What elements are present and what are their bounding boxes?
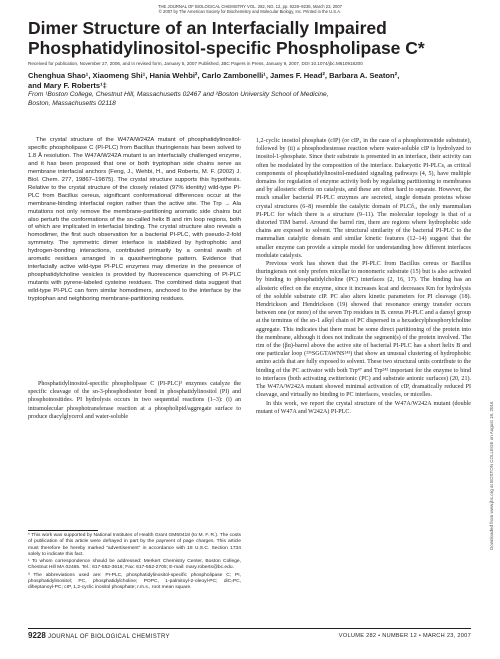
received-dates: Received for publication, November 27, 2006, and in revised form, January 5, 2007 Published, JBC Papers in Press, January 9, 2007, DOI 10.1074/jbc.M610918200 (28, 61, 363, 66)
footnote-abbreviations: ³ The abbreviations used are: PI-PLC, phosphatidylinositol-specific phospholipase C; PI, phosphatidylinositol; PC, phosphatidylcholine; POPC, 1-palmitoyl-2-oleoyl-PC; diC₇PC, diheptanoyl-PC; cIP, 1,2-cyclic inositol phosphate; r.m.s., root mean square. (28, 572, 241, 591)
header-copyright: © 2007 by The American Society for Biochemistry and Molecular Biology, Inc. Printed in the U.S.A. (158, 9, 342, 15)
header-citation: THE JOURNAL OF BIOLOGICAL CHEMISTRY VOL. 282, NO. 12, pp. 9228–9235, March 23, 2007 (157, 4, 343, 9)
page-number: 9228 (28, 631, 46, 640)
author-line-1: Chenghua Shao¹, Xiaomeng Shi¹, Hania Wehbi², Carlo Zambonelli¹, James F. Head², Barbara A. Seaton², (28, 71, 400, 80)
author-list (28, 71, 468, 90)
affiliation-line-2: Boston, Massachusetts 02118 (28, 99, 116, 107)
abstract (28, 137, 241, 304)
footnotes (28, 533, 241, 593)
footer-rule (28, 628, 471, 629)
title-line-2: Phosphatidylinositol-specific Phospholipase C* (28, 38, 425, 58)
download-watermark: Downloaded from www.jbc.org at BOSTON COLLEGE on August 18, 2016 (489, 401, 494, 550)
right-column (256, 137, 471, 416)
right-paragraph-2: Previous work has shown that the PI-PLC from Bacillus cereus or Bacillus thuringiensis not only prefers micellar to monomeric substrate (15) but is also activated by binding to phosphatidylcholine (PC) interfaces (2, 16, 17). The binding has an allosteric effect on the enzyme, since it increases kcat and decreases Km for hydrolysis of the soluble substrate cIP. PC also alters kinetic parameters for PI cleavage (18). Hendrickson and Hendrickson (19) showed that resonance energy transfer occurs between one (or more) of the seven Trp residues in B. cereus PI-PLC and a dansyl group at the terminus of the sn-1 alkyl chain of PC dispersed in a hexadecylphosphorylcholine aggregate. This indicates that there must be some direct partitioning of the protein into the membrane, although it does not indicate the segment(s) of the protein involved. The rim of the (βα)-barrel above the active site of bacterial PI-PLC has a short helix B and one particular loop (²³⁶SGGTAWNS²⁴³) that show an unusual clustering of hydrophobic amino acids that are fully exposed to solvent. These two structural units contribute to the binding of the PC activator with both Trp⁴⁷ and Trp²⁴² important for the enzyme to bind to interfaces (both activating zwitterionic (PC) and substrate anionic surfaces) (20, 21). The W47A/W242A mutant showed minimal activation of cIP, dramatically reduced PI cleavage, and virtually no binding to PC interfaces, vesicles, or micelles. (256, 261, 471, 399)
footnote-rule (28, 530, 98, 531)
introduction (28, 380, 241, 421)
author-line-2: and Mary F. Roberts¹‡ (28, 80, 107, 90)
journal-header (0, 4, 500, 15)
right-paragraph-3: In this work, we report the crystal structure of the W47A/W242A mutant (double mutant of W47A and W242A) PI-PLC. (256, 400, 471, 415)
abstract-paragraph: The crystal structure of the W47A/W242A mutant of phosphatidylinositol-specific phospholipase C (PI-PLC) from Bacillus thuringiensis has been solved to 1.8 Å resolution. The W47A/W242A mutant is an interfacially challenged enzyme, and it has been proposed that one or both tryptophan side chains serve as membrane interfacial anchors (Feng, J., Wehbi, H., and Roberts, M. F. (2002) J. Biol. Chem. 277, 19867–19875). The crystal structure supports this hypothesis. Relative to the crystal structure of the closely related (97% identity) wild-type PI-PLC from Bacillus cereus, significant conformational differences occur at the membrane-binding interfacial region rather than the active site. The Trp → Ala mutations not only remove the membrane-partitioning aromatic side chains but also perturb the conformations of the so-called helix B and rim loop regions, both of which are implicated in interfacial binding. The crystal structure also reveals a homodimer, the first such observation for a bacterial PI-PLC, with pseudo-2-fold symmetry. The symmetric dimer interface is stabilized by hydrophobic and hydrogen-bonding interactions, contributed primarily by a central swath of aromatic residues arranged in a quasiherringbone pattern. Evidence that interfacially active wild-type PI-PLC enzymes may dimerize in the presence of phosphatidylcholine vesicles is provided by fluorescence quenching of PI-PLC mutants with pyrene-labeled cysteine residues. The combined data suggest that wild-type PI-PLC can form similar homodimers, anchored to the interface by the tryptophan and neighboring membrane-partitioning residues. (28, 137, 241, 303)
footer-issue: VOLUME 282 • NUMBER 12 • MARCH 23, 2007 (338, 633, 471, 639)
article-title (28, 18, 468, 58)
title-line-1: Dimer Structure of an Interfacially Impaired (28, 18, 387, 38)
footer-journal-name: JOURNAL OF BIOLOGICAL CHEMISTRY (48, 634, 170, 640)
affiliations (28, 91, 468, 108)
footnote-correspondence: ¹ To whom correspondence should be addressed: Merkert Chemistry Center, Boston College, Chestnut Hill MA 02465. Tel.: 617-552-3616; Fax: 617-552-2705; E-mail: mary.roberts@bc.edu. (28, 559, 241, 571)
affiliation-line-1: From ¹Boston College, Chestnut Hill, Massachusetts 02467 and ²Boston University School of Medicine, (28, 91, 329, 98)
footer-left (28, 631, 170, 640)
intro-paragraph: Phosphatidylinositol-specific phospholipase C (PI-PLC)³ enzymes catalyze the specific cleavage of the sn-3-phosphodiester bond in phosphatidylinositol (PI) and phosphoinositides. PI hydrolysis occurs in two sequential reactions (1–3): (i) an intramolecular phosphotransferase reaction at a phospholipid/aggregate surface to produce diacylglycerol and water-soluble (28, 381, 241, 420)
footnote-funding: * This work was supported by National Institutes of Health Grant GM60418 (to M. F. R.). The costs of publication of this article were defrayed in part by the payment of page charges. This article must therefore be hereby marked "advertisement" in accordance with 18 U.S.C. Section 1734 solely to indicate this fact. (28, 533, 241, 557)
right-paragraph-1: 1,2-cyclic inositol phosphate (cIP) (or cIP₂ in the case of a phosphoinositide substrate), followed by (ii) a phosphodiesterase reaction where water-soluble cIP is hydrolyzed to inositol-1-phosphate. Since their substrate is presented in an interface, their activity can often be modulated by the composition of the interface. Eukaryotic PI-PLCs, as critical components of phosphatidylinositol-mediated signaling pathways (4, 5), have multiple domains for regulation of enzyme activity both by regulating partitioning to membranes and by allosteric effects on catalysis, and these are often hard to separate. However, the much smaller bacterial PI-PLC enzymes are secreted, single domain proteins whose crystal structures (6–8) resemble the catalytic domain of PLCδ₁, the only mammalian PI-PLC for which there is a structure (9–11). The molecular topology is that of a distorted TIM barrel. Around the barrel rim, there are regions where hydrophobic side chains are exposed to solvent. The structural similarity of the bacterial PI-PLC to the mammalian catalytic domain and similar kinetic features (12–14) suggest that the smaller enzyme can provide a simple model for understanding how different interfaces modulate catalysis. (256, 138, 471, 259)
